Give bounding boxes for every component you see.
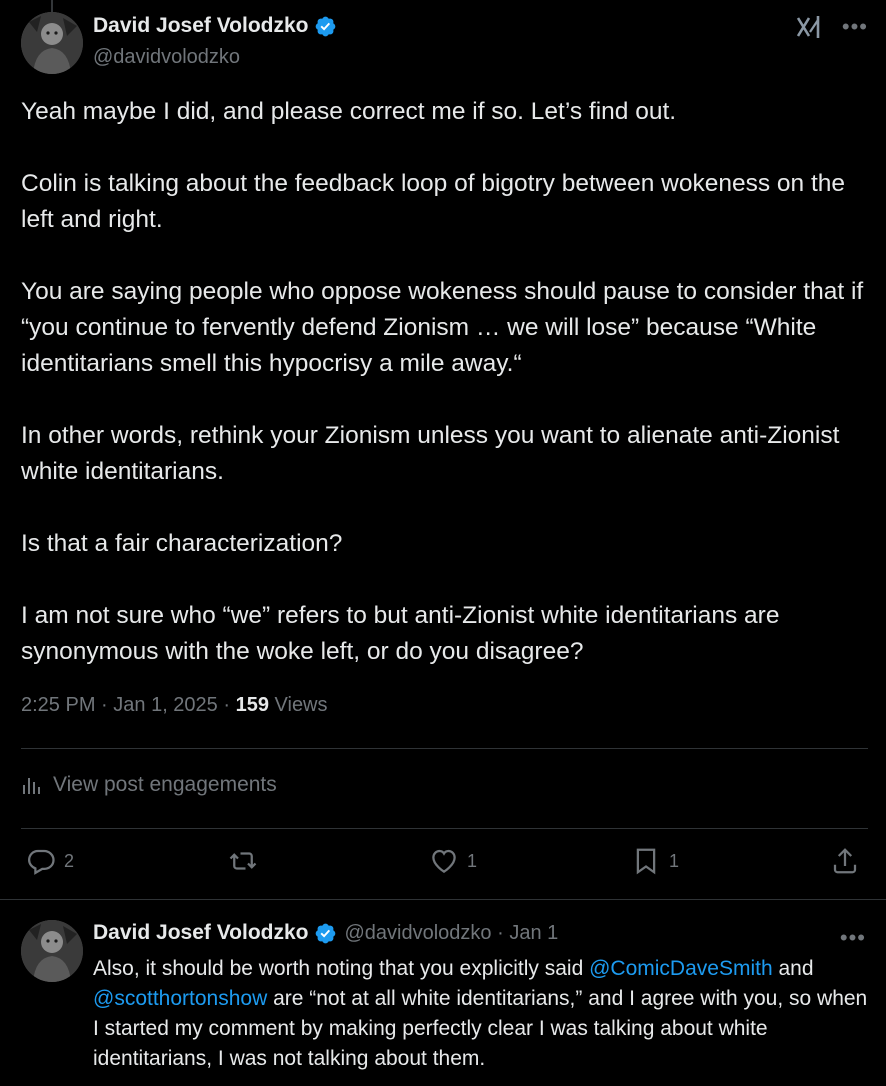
tweet-paragraph: You are saying people who oppose wokeness should pause to consider that if “you continue to fervently defend Zionism … we will lose” because “White identitarians smell this hypocrisy a mile away.“ — [21, 278, 864, 377]
divider — [21, 828, 868, 829]
thread-connector-line — [51, 0, 53, 12]
top-actions — [796, 14, 868, 40]
tweet-paragraph: Colin is talking about the feedback loop of bigotry between wokeness on the left and right. — [21, 170, 846, 233]
reply-text — [93, 954, 868, 1074]
retweet-button[interactable] — [228, 846, 266, 876]
author-handle[interactable]: @davidvolodzko — [93, 46, 241, 68]
reply-text-part: and — [772, 957, 814, 980]
avatar[interactable] — [21, 12, 83, 74]
like-count: 1 — [467, 850, 478, 871]
heart-icon — [429, 846, 459, 876]
bookmark-button[interactable] — [631, 846, 679, 876]
tweet-text — [21, 94, 871, 670]
view-engagements-link[interactable] — [21, 773, 277, 797]
engagements-label: View post engagements — [53, 773, 277, 796]
verified-badge-icon — [314, 922, 337, 945]
author-row — [93, 14, 337, 38]
reply-author-name[interactable]: David Josef Volodzko — [93, 921, 309, 944]
action-bar — [0, 846, 886, 882]
share-icon — [830, 846, 860, 876]
divider — [0, 899, 886, 900]
tweet-paragraph: In other words, rethink your Zionism unless you want to alienate anti-Zionist white identitarians. — [21, 422, 840, 485]
mention-link[interactable]: @scotthortonshow — [93, 987, 268, 1010]
reply-button[interactable] — [26, 846, 74, 876]
share-button[interactable] — [830, 846, 860, 876]
views-label: Views — [274, 694, 328, 716]
reply-text-part: Also, it should be worth noting that you explicitly said — [93, 957, 590, 980]
reply-avatar[interactable] — [21, 920, 83, 982]
reply-text-part: are “not at all white identitarians,” and I agree with you, so when I started my comment by making perfectly clear I was talking about white identitarians, I was not talking about them. — [93, 987, 868, 1070]
divider — [21, 748, 868, 749]
more-icon[interactable]: ••• — [839, 925, 866, 950]
mention-link[interactable]: @ComicDaveSmith — [589, 957, 773, 980]
reply-author-row — [93, 921, 558, 945]
more-icon[interactable]: ••• — [841, 14, 868, 39]
reply-icon — [26, 846, 56, 876]
tweet-paragraph: I am not sure who “we” refers to but anti-Zionist white identitarians are synonymous with the woke left, or do you disagree? — [21, 602, 780, 665]
views-count: 159 — [235, 694, 269, 716]
tweet-paragraph: Yeah maybe I did, and please correct me if so. Let’s find out. — [21, 98, 677, 125]
bookmark-icon — [631, 846, 661, 876]
tweet-date[interactable]: Jan 1, 2025 — [113, 694, 218, 716]
bar-chart-icon — [21, 774, 43, 796]
author-name[interactable]: David Josef Volodzko — [93, 14, 309, 37]
tweet-time[interactable]: 2:25 PM — [21, 694, 96, 716]
bookmark-count: 1 — [669, 850, 680, 871]
verified-badge-icon — [314, 15, 337, 38]
retweet-icon — [228, 846, 258, 876]
tweet-meta: 2:25 PM · Jan 1, 2025 · 159 Views — [21, 694, 328, 716]
reply-handle-date[interactable]: @davidvolodzko · Jan 1 — [344, 921, 559, 944]
reply-count: 2 — [64, 850, 75, 871]
like-button[interactable] — [429, 846, 477, 876]
xai-icon[interactable] — [796, 14, 824, 40]
tweet-paragraph: Is that a fair characterization? — [21, 530, 343, 557]
